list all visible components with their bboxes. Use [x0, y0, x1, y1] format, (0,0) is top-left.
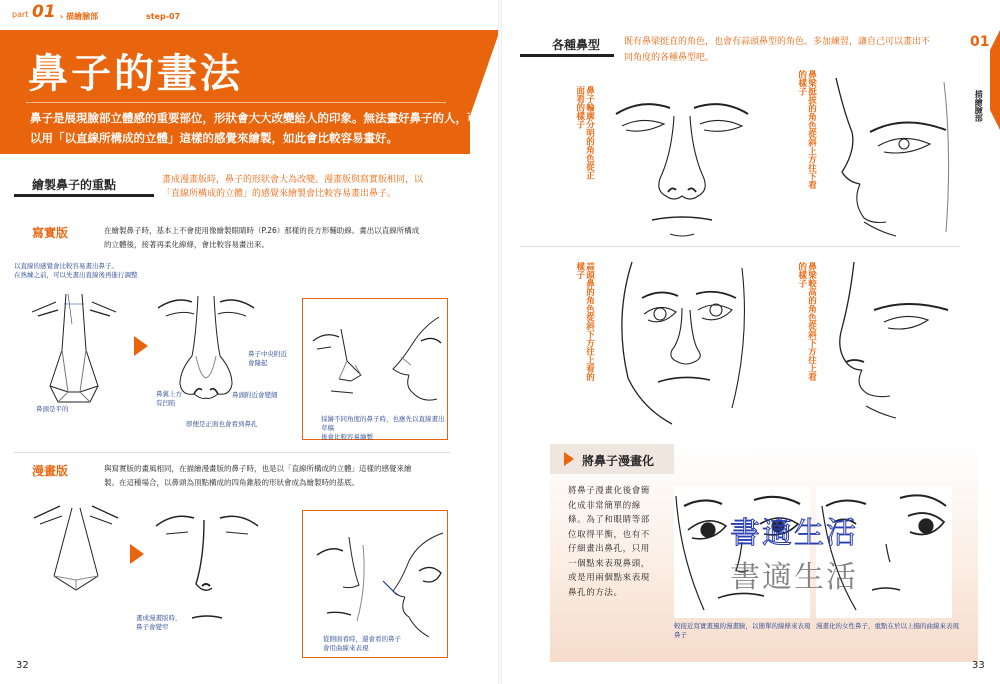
intro-line-1: 鼻子是展現臉部立體感的重要部位，形狀會大大改變給人的印象。無法畫好鼻子的人，可	[30, 111, 479, 125]
side-tab-bar	[990, 30, 1000, 130]
caption-high-bridge: 鼻梁挺拔的角色從斜上方往下看的樣子	[796, 70, 817, 189]
nose-sketch-manga-angle-2	[379, 531, 445, 641]
chapter-label: › 描繪臉部	[60, 12, 99, 21]
nose-sketch-angular	[28, 290, 120, 416]
realistic-label: 寫實版	[32, 226, 69, 240]
right-page	[500, 0, 1000, 684]
right-heading-bar	[520, 54, 614, 57]
callout-tip: 鼻頭是平的	[36, 405, 69, 413]
manga-text-1: 與寫實版的畫風相同，在描繪漫畫版的鼻子時，也是以「直線所構成的立體」這樣的感覺來繪	[104, 464, 412, 473]
watermark-outline: 書適生活	[730, 516, 858, 551]
right-heading-text-2: 同角度的各種鼻型吧。	[624, 53, 715, 63]
caption-tall-bridge: 鼻梁較高的角色從斜下方往上看的樣子	[796, 262, 817, 381]
manga-caption-left: 較接近寫實畫風的漫畫臉，以簡單的線條來表現 鼻子	[674, 622, 811, 639]
caption-front-clear: 鼻子輪廓分明的角色從正面看的樣子	[574, 86, 595, 180]
callout-nostril-side: 鼻頭附近會變細	[232, 391, 278, 399]
section-heading-bar	[14, 194, 154, 197]
step-label: step-07	[146, 12, 181, 21]
part-label: part	[12, 10, 29, 19]
angle-example-box	[302, 298, 448, 440]
title-banner	[0, 30, 479, 154]
callout-manga-side: 從側面看時，還會看的鼻子 會用曲線來表現	[323, 635, 401, 652]
part-number: 01	[32, 2, 56, 22]
realistic-text-2: 的立體後，接著再柔化線條，會比較容易畫出來。	[104, 240, 269, 249]
arrow-icon	[134, 336, 148, 356]
page-gutter	[498, 0, 502, 684]
intro-line-2: 以用「以直線所構成的立體」這樣的感覺來繪製，如此會比較容易畫好。	[30, 131, 398, 145]
realistic-text-1: 在繪製鼻子時，基本上不會使用像繪製眼睛時（P.26）那樣的長方形輔助線。畫出以直線所構成	[104, 226, 420, 235]
nose-sketch-manga-angle-1	[311, 525, 371, 625]
title-underline	[26, 102, 446, 103]
section-text-2: 「直線所構成的立體」的感覺來繪製會比較容易畫出鼻子。	[162, 189, 397, 199]
nose-sketch-manga-soft	[152, 500, 262, 630]
callout-wing: 鼻翼上方 有凹陷	[156, 390, 182, 407]
nose-sketch-manga-angular	[30, 500, 122, 600]
title-banner-corner	[470, 30, 500, 116]
right-divider	[520, 246, 960, 247]
nose-sketch-angle-2	[383, 313, 445, 405]
face-sketch-tall-bridge	[834, 258, 964, 426]
page-number-left: 32	[16, 660, 29, 671]
section-divider	[14, 452, 450, 453]
face-sketch-high-bridge	[834, 72, 964, 240]
manga-caption-right: 漫畫化的女性鼻子，重點在於以上揚的曲線來表現	[816, 622, 959, 630]
manga-label: 漫畫版	[32, 464, 69, 478]
side-tab	[968, 30, 1000, 160]
manga-box-header	[550, 444, 674, 474]
page-title: 鼻子的畫法	[28, 51, 243, 97]
arrow-icon	[130, 544, 144, 564]
face-sketch-front	[612, 90, 752, 240]
caption-garlic-nose: 蒜頭鼻的角色從斜下方往上看的樣子	[574, 262, 595, 381]
callout-angle: 採繪不同角度的鼻子時，也應先以直線畫出草稿 後會比較容易繪製	[321, 415, 445, 441]
callout-bridge: 鼻子中央附近 會隆起	[248, 350, 287, 367]
manga-box-arrow-icon	[564, 452, 574, 466]
manga-text-2: 製。在這種場合，以鼻頭為頂點構成的四角錐般的形狀會成為繪製時的基底。	[104, 478, 359, 487]
callout-nostril: 即便是正面也會看到鼻孔	[186, 420, 258, 428]
callout-manga-simple: 畫成漫畫版時， 鼻子會變窄	[136, 614, 182, 631]
page-number-right: 33	[972, 660, 985, 671]
right-heading: 各種鼻型	[552, 38, 601, 52]
section-heading: 繪製鼻子的重點	[32, 178, 117, 192]
section-text-1: 畫成漫畫版時，鼻子的形狀會大為改變。漫畫版與寫實版相同，以	[162, 175, 424, 185]
side-tab-label: 描繪臉部	[974, 90, 984, 122]
callout-top: 以直線的感覺會比較容易畫出鼻子。 在熟練之前，可以先畫出直線後再進行調整	[14, 262, 138, 279]
manga-angle-box	[302, 510, 448, 658]
right-heading-text-1: 既有鼻梁挺直的角色，也會有蒜頭鼻型的角色。多加練習，讓自己可以畫出不	[624, 37, 931, 47]
face-sketch-garlic	[612, 258, 752, 426]
nose-sketch-angle-1	[311, 321, 373, 399]
manga-box-text: 將鼻子漫畫化後會簡 化成非常簡單的線 條。為了和眼睛等部 位取得平衡，也有不 仔細畫出鼻孔，只用 一個點來表現鼻頭， 或是用兩個點來表現 鼻孔的方法。	[568, 486, 650, 598]
side-tab-number: 01	[970, 34, 990, 50]
manga-box-heading: 將鼻子漫畫化	[582, 454, 655, 468]
watermark-solid: 書適生活	[730, 560, 858, 595]
